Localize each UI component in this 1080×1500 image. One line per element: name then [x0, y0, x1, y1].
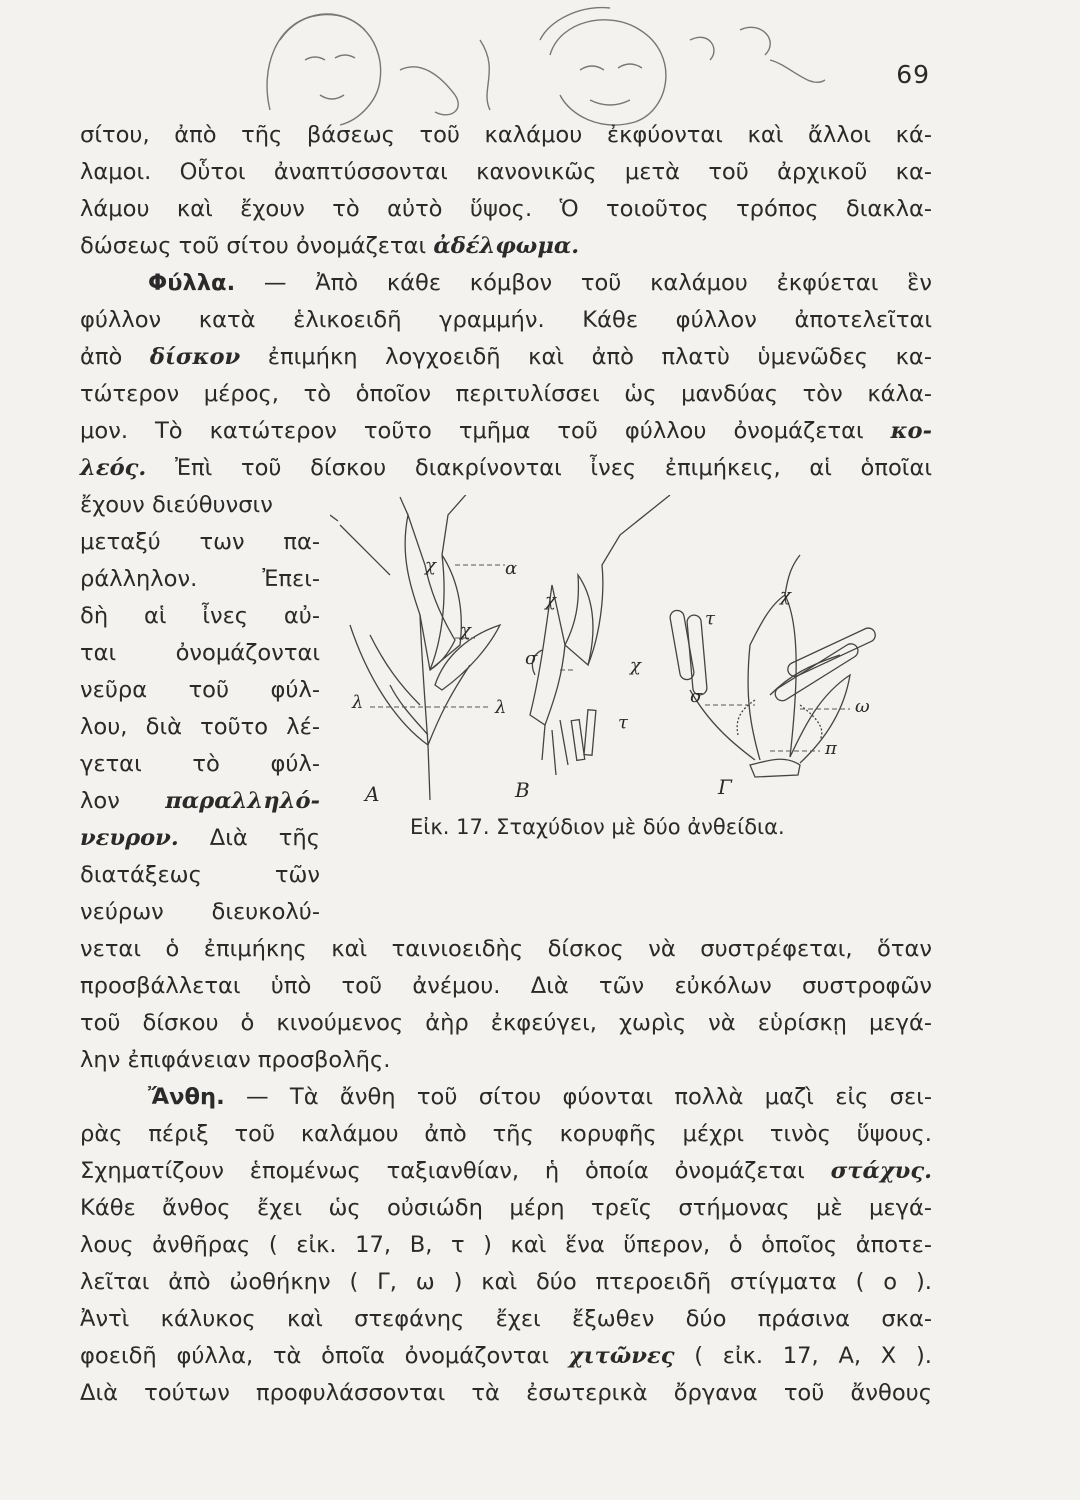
- label-pi: π: [825, 738, 837, 759]
- text-segment: Σχηματίζουν ἑπομένως ταξιανθίαν, ἡ ὁποία ὀνομάζεται: [80, 1158, 831, 1184]
- ovary-base: [750, 759, 800, 777]
- label-tau-b: τ: [618, 712, 628, 733]
- text-line: ρὰς πέριξ τοῦ καλάμου ἀπὸ τῆς κορυφῆς μέχρι τινὸς ὕψους.: [80, 1121, 932, 1147]
- term-chitones: χιτῶνες: [568, 1343, 675, 1369]
- section-heading-fylla: Φύλλα.: [148, 270, 236, 296]
- text-line: σίτου, ἀπὸ τῆς βάσεως τοῦ καλάμου ἐκφύονται καὶ ἄλλοι κά-: [80, 122, 932, 148]
- text-line: [80, 1340, 932, 1372]
- text-segment: λον: [80, 788, 166, 814]
- label-chi-b2: χ: [630, 655, 641, 676]
- text-line: ἔχουν διεύθυνσιν: [80, 492, 273, 518]
- term-parallilonevron-part2: νευρον.: [80, 825, 179, 851]
- text-line-narrow: ράλληλον. Ἐπει-: [80, 566, 320, 592]
- text-line: λεῖται ἀπὸ ὠοθήκην ( Γ, ω ) καὶ δύο πτεροειδῆ στίγματα ( ο ).: [80, 1269, 932, 1295]
- term-stachys: στάχυς.: [830, 1158, 932, 1184]
- text-segment: ἐπιμήκη λογχοειδῆ καὶ ἀπὸ πλατὺ ὑμενῶδες κα-: [240, 344, 932, 370]
- text-line: τώτερον μέρος, τὸ ὁποῖον περιτυλίσσει ὡς μανδύας τὸν κάλα-: [80, 381, 932, 407]
- text-line-narrow: νεῦρα τοῦ φύλ-: [80, 677, 320, 703]
- section-heading-anthi: Ἄνθη.: [148, 1084, 225, 1110]
- text-line-narrow: ται ὀνομάζονται: [80, 640, 320, 666]
- text-line: [80, 415, 932, 447]
- page-number: 69: [896, 60, 930, 89]
- text-line-narrow: δὴ αἱ ἶνες αὐ-: [80, 603, 320, 629]
- label-chi-a2: χ: [460, 620, 471, 641]
- leaf-lambda-left: [350, 625, 428, 745]
- text-segment: ἀπὸ: [80, 344, 150, 370]
- text-segment: Διὰ τῆς: [178, 825, 320, 851]
- text-line: λην ἐπιφάνειαν προσβολῆς.: [80, 1047, 391, 1073]
- label-lambda-left: λ: [352, 692, 364, 713]
- text-segment: — Τὰ ἄνθη τοῦ σίτου φύονται πολλὰ μαζὶ εἰς σει-: [224, 1084, 932, 1110]
- text-segment: μον. Τὸ κατώτερον τοῦτο τμῆμα τοῦ φύλλου ὀνομάζεται: [80, 418, 891, 444]
- text-line: προσβάλλεται ὑπὸ τοῦ ἀνέμου. Διὰ τῶν εὐκόλων συστροφῶν: [80, 973, 932, 999]
- panel-label-a: Α: [365, 782, 380, 806]
- label-omega: ω: [855, 696, 870, 717]
- label-sigma-b: σ: [525, 648, 538, 669]
- label-chi-b: χ: [545, 590, 556, 611]
- figure-caption: Εἰκ. 17. Σταχύδιον μὲ δύο ἀνθείδια.: [410, 815, 785, 839]
- text-line: λάμου καὶ ἔχουν τὸ αὐτὸ ὕψος. Ὁ τοιοῦτος τρόπος διακλα-: [80, 196, 932, 222]
- term-adelfoma: ἀδέλφωμα.: [433, 233, 580, 259]
- text-line: φύλλον κατὰ ἑλικοειδῆ γραμμήν. Κάθε φύλλον ἀποτελεῖται: [80, 307, 932, 333]
- text-segment: ( εἰκ. 17, Α, Χ ).: [674, 1343, 932, 1369]
- glume-a: [405, 515, 455, 670]
- panel-label-b: Β: [515, 778, 530, 802]
- label-lambda-right: λ: [495, 697, 507, 718]
- label-chi-a: χ: [425, 555, 436, 576]
- text-line: λους ἀνθῆρας ( εἰκ. 17, Β, τ ) καὶ ἕνα ὕπερον, ὁ ὁποῖος ἀποτε-: [80, 1232, 932, 1258]
- text-line: [148, 267, 932, 299]
- label-sigma-c: σ: [690, 686, 703, 707]
- text-line: Κάθε ἄνθος ἔχει ὡς οὐσιώδη μέρη τρεῖς στήμονας μὲ μεγά-: [80, 1195, 932, 1221]
- text-line-narrow: νεύρων διευκολύ-: [80, 899, 320, 925]
- text-line: Ἀντὶ κάλυκος καὶ στεφάνης ἔχει ἔξωθεν δύο πράσινα σκα-: [80, 1306, 932, 1332]
- text-segment: — Ἀπὸ κάθε κόμβον τοῦ καλάμου ἐκφύεται ἓν: [235, 270, 932, 296]
- text-line: [80, 230, 932, 262]
- text-segment: Ἐπὶ τοῦ δίσκου διακρίνονται ἶνες ἐπιμήκεις, αἱ ὁποῖαι: [146, 455, 932, 481]
- text-line-narrow: [80, 822, 320, 854]
- text-line: [148, 1081, 932, 1113]
- text-line-narrow: γεται τὸ φύλ-: [80, 751, 320, 777]
- label-alpha: α: [505, 558, 518, 579]
- figure-17-wheat-spikelet: [330, 495, 890, 805]
- term-diskon: δίσκον: [149, 344, 241, 370]
- label-chi-c: χ: [780, 585, 791, 606]
- text-line: νεται ὁ ἐπιμήκης καὶ ταινιοειδὴς δίσκος νὰ συστρέφεται, ὅταν: [80, 936, 932, 962]
- term-koleos-part1: κο-: [890, 418, 932, 444]
- text-line-narrow: [80, 785, 320, 817]
- text-line: [148, 1022, 932, 1054]
- text-line: [80, 452, 932, 484]
- text-line-narrow: μεταξύ των πα-: [80, 529, 320, 555]
- text-line: [80, 341, 932, 373]
- label-tau-c: τ: [705, 608, 715, 629]
- text-line: τοῦ δίσκου ὁ κινούμενος ἀὴρ ἐκφεύγει, χωρὶς νὰ εὑρίσκῃ μεγά-: [80, 1010, 932, 1036]
- term-parallilonevron-part1: παραλληλό-: [165, 788, 320, 814]
- text-segment: δώσεως τοῦ σίτου ὀνομάζεται: [80, 233, 434, 259]
- text-line-narrow: διατάξεως τῶν: [80, 862, 320, 888]
- term-koleos-part2: λεός.: [80, 455, 147, 481]
- text-line: [80, 1155, 932, 1187]
- text-line: λαμοι. Οὗτοι ἀναπτύσσονται κανονικῶς μετὰ τοῦ ἀρχικοῦ κα-: [80, 159, 932, 185]
- text-line: Διὰ τούτων προφυλάσσονται τὰ ἐσωτερικὰ ὄργανα τοῦ ἄνθους: [80, 1380, 932, 1406]
- text-segment: φοειδῆ φύλλα, τὰ ὁποῖα ὀνομάζονται: [80, 1343, 569, 1369]
- panel-label-c: Γ: [718, 775, 732, 799]
- text-line-narrow: λου, διὰ τοῦτο λέ-: [80, 714, 320, 740]
